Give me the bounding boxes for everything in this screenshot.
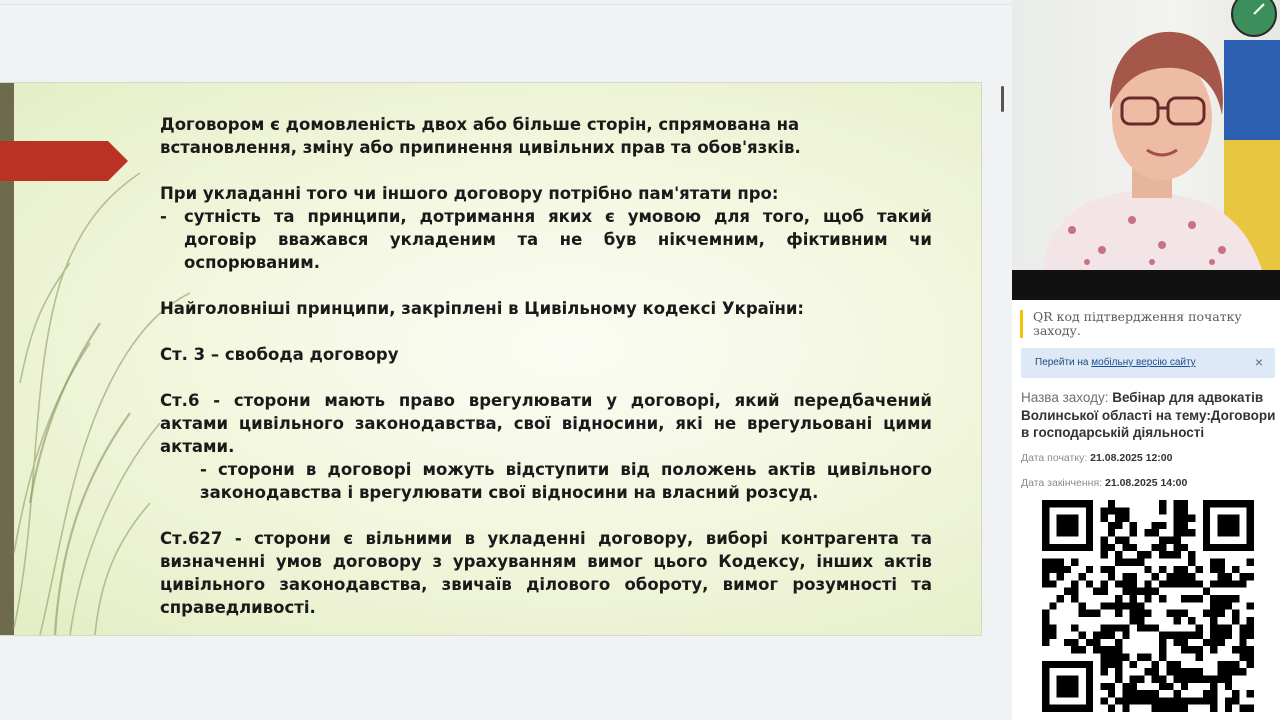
right-panel	[1012, 0, 1280, 720]
qr-caption: QR код підтвердження початку заходу.	[1033, 309, 1242, 338]
qr-code[interactable]	[1042, 500, 1254, 712]
presenter-image	[1012, 0, 1280, 270]
slide-principles-heading: Найголовніші принципи, закріплені в Цивільному кодексі України:	[160, 299, 805, 318]
slide-bullet-text: сутність та принципи, дотримання яких є умовою для того, щоб такий договір вважався укладеним та не був нікчемним, фіктивним чи оспорюваним.	[184, 207, 932, 272]
bullet-dash: -	[160, 207, 167, 226]
scrollbar-thumb[interactable]	[1001, 86, 1004, 112]
slide-article-627: Ст.627 - сторони є вільними в укладенні договору, виборі контрагента та визначенні умов договору з урахуванням вимог цього Кодексу, інших актів цивільного законодавства, звичаїв ділового обороту, вимог розумності та справедливості.	[160, 529, 932, 617]
slide-bullet	[160, 205, 932, 274]
webcam-bottom-bar	[1012, 270, 1280, 300]
start-date	[1021, 452, 1172, 464]
top-divider	[0, 4, 1012, 5]
end-date-label: Дата закінчення:	[1021, 477, 1105, 489]
slide-article-6: Ст.6 - сторони мають право врегулювати у договорі, який передбачений актами цивільного законодавства, свої відносини, які не врегульовані цими актами.	[160, 391, 932, 456]
close-icon[interactable]: ×	[1254, 354, 1263, 370]
qr-caption-box	[1020, 310, 1280, 338]
end-date-value: 21.08.2025 14:00	[1104, 477, 1188, 489]
slide	[0, 83, 981, 635]
mobile-banner-prefix: Перейти на	[1035, 357, 1092, 368]
slide-article-6-sub: - сторони в договорі можуть відступити від положень актів цивільного законодавства і врегулювати свої відносини на власний розсуд.	[200, 460, 932, 502]
webcam-video	[1012, 0, 1280, 270]
mobile-banner-text	[1035, 357, 1196, 368]
event-name: Вебінар для адвокатів Волинської області на тему:Договори в господарській діяльності	[1021, 390, 1276, 440]
slide-article-3: Ст. 3 – свобода договору	[160, 345, 399, 364]
event-label: Назва заходу:	[1021, 390, 1113, 405]
slide-text	[160, 113, 932, 619]
slide-remember-intro: При укладанні того чи іншого договору потрібно пам'ятати про:	[160, 184, 779, 203]
end-date	[1021, 477, 1187, 489]
slide-definition: Договором є домовленість двох або більше сторін, спрямована на встановлення, зміну або припинення цивільних прав та обов'язків.	[160, 115, 801, 157]
event-title	[1021, 389, 1277, 442]
mobile-version-link[interactable]: мобільну версію сайту	[1091, 357, 1196, 368]
mobile-version-banner	[1021, 348, 1275, 378]
start-date-value: 21.08.2025 12:00	[1090, 452, 1173, 464]
start-date-label: Дата початку:	[1021, 452, 1091, 464]
slide-arrow-shape	[0, 141, 130, 181]
